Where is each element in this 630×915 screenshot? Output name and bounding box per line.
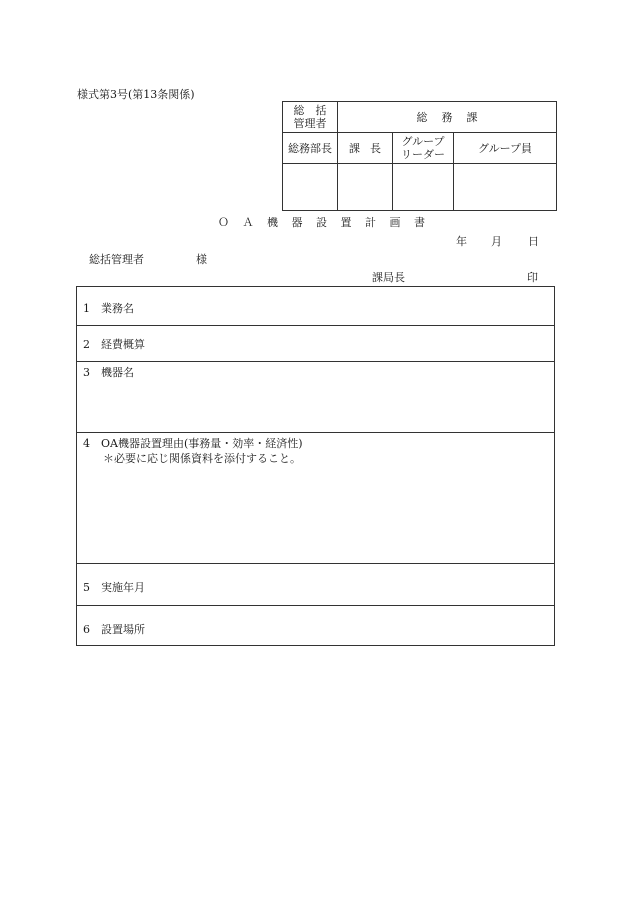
sender-label: 課局長	[372, 271, 405, 284]
general-affairs-section-cell	[338, 102, 557, 133]
form-row-business-name[interactable]	[77, 287, 554, 326]
form-row-equipment-name[interactable]	[77, 362, 554, 433]
general-affairs-director-label: 総務部長	[288, 141, 332, 155]
plan-form	[76, 286, 555, 646]
general-manager-header-cell	[283, 102, 338, 133]
group-member-cell	[454, 133, 557, 164]
general-affairs-director-cell	[283, 133, 338, 164]
date-day: 日	[528, 235, 539, 248]
general-affairs-section-label: 総務課	[416, 110, 492, 124]
group-leader-cell	[393, 133, 454, 164]
section-chief-seal-box[interactable]	[338, 164, 393, 211]
form-row-label: 4 OA機器設置理由(事務量・効率・経済性)	[83, 437, 303, 450]
general-affairs-director-seal-box[interactable]	[283, 164, 338, 211]
form-row-label: 6 設置場所	[83, 623, 145, 636]
addressee-honorific: 様	[196, 253, 207, 266]
group-leader-line1: グループ	[401, 135, 445, 148]
general-manager-line1: 総 括	[293, 104, 327, 117]
group-leader-seal-box[interactable]	[393, 164, 454, 211]
form-row-label: 5 実施年月	[83, 581, 145, 594]
form-row-installation-reason[interactable]	[77, 433, 554, 564]
date-year: 年	[456, 235, 467, 248]
group-leader-line2: リーダー	[401, 148, 445, 161]
approval-table	[282, 101, 557, 211]
seal-mark: 印	[527, 271, 538, 284]
attachment-note: ＊必要に応じ関係資料を添付すること。	[103, 452, 301, 465]
date-month: 月	[491, 235, 502, 248]
general-manager-line2: 管理者	[293, 117, 327, 130]
addressee-name: 総括管理者	[89, 253, 144, 266]
section-chief-cell	[338, 133, 393, 164]
section-chief-label: 課長	[349, 141, 391, 155]
form-row-label: 1 業務名	[83, 302, 134, 315]
group-member-seal-box[interactable]	[454, 164, 557, 211]
form-row-installation-location[interactable]	[77, 606, 554, 647]
form-row-label: 2 経費概算	[83, 338, 145, 351]
form-row-cost-estimate[interactable]	[77, 326, 554, 362]
document-title: ＯＡ機器設置計画書	[218, 216, 439, 229]
group-member-label: グループ員	[477, 141, 533, 155]
form-row-implementation-date[interactable]	[77, 564, 554, 606]
form-row-label: 3 機器名	[83, 366, 134, 379]
form-number: 様式第3号(第13条関係)	[77, 88, 195, 101]
